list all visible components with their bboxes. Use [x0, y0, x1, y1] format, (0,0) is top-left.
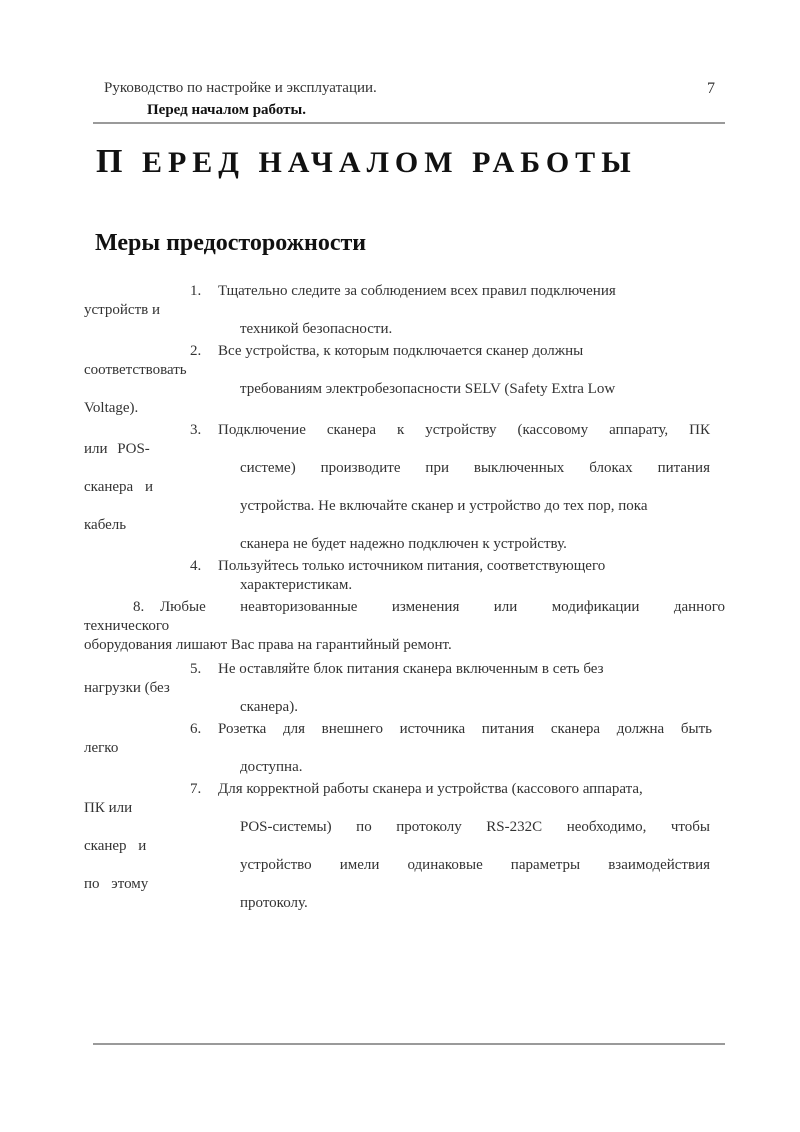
list-item-number: 4. — [190, 558, 202, 574]
overlap-word: или — [493, 599, 518, 615]
overlap-item-line: оборудования лишают Вас права на гарантийный ремонт. — [84, 637, 452, 653]
list-item-line: сканера не будет надежно подключен к устройству. — [240, 536, 567, 552]
section-title: Меры предосторожности — [95, 230, 367, 256]
list-item-wrap: сканера и — [84, 479, 153, 495]
list-item-line: устройства. Не включайте сканер и устройство до тех пор, пока — [240, 498, 648, 514]
list-item-line: сканера). — [240, 699, 298, 715]
list-item-wrap: по этому — [84, 876, 149, 892]
list-item-wrap: соответствовать — [84, 362, 187, 378]
chapter-title — [96, 143, 637, 181]
chapter-title-initial: П — [96, 143, 129, 180]
overlap-word: изменения — [391, 599, 460, 615]
list-item-wrap: нагрузки (без — [84, 680, 170, 696]
list-item-line: характеристикам. — [240, 577, 353, 593]
list-item-line: устройство имели одинаковые параметры взаимодействия — [240, 857, 710, 873]
header-divider — [93, 122, 725, 124]
list-item-line: Подключение сканера к устройству (кассовому аппарату, ПК — [218, 422, 710, 438]
list-item-line: требованиям электробезопасности SELV (Safety Extra Low — [240, 381, 616, 397]
overlap-item-wrap: технического — [84, 618, 170, 634]
list-item-wrap: ПК или — [84, 800, 133, 816]
list-item-wrap: кабель — [84, 517, 127, 533]
page-number: 7 — [707, 80, 715, 97]
list-item-line: Тщательно следите за соблюдением всех правил подключения — [218, 283, 616, 299]
list-item-number: 6. — [190, 721, 202, 737]
running-header-title: Руководство по настройке и эксплуатации. — [104, 80, 377, 96]
list-item-line: доступна. — [240, 759, 303, 775]
overlap-item-number: 8. — [133, 599, 145, 615]
list-item-wrap: устройств и — [84, 302, 160, 318]
overlap-word: неавторизованные — [240, 599, 358, 615]
list-item-line: системе) производите при выключенных блоках питания — [240, 460, 710, 476]
list-item-wrap: легко — [84, 740, 119, 756]
footer-divider — [93, 1043, 725, 1045]
list-item-line: POS-системы) по протоколу RS-232C необходимо, чтобы — [240, 819, 710, 835]
list-item-number: 7. — [190, 781, 202, 797]
running-header-subtitle: Перед началом работы. — [147, 102, 306, 118]
overlap-word: Любые — [160, 599, 206, 615]
list-item-wrap: Voltage). — [84, 400, 139, 416]
list-item-line: протоколу. — [240, 895, 308, 911]
chapter-title-rest: ЕРЕД НАЧАЛОМ РАБОТЫ — [141, 146, 637, 179]
overlap-word: данного — [673, 599, 725, 615]
list-item-line: Розетка для внешнего источника питания сканера должна быть — [218, 721, 712, 737]
list-item-number: 3. — [190, 422, 202, 438]
list-item-number: 5. — [190, 661, 202, 677]
list-item-line: Для корректной работы сканера и устройства (кассового аппарата, — [218, 781, 643, 797]
list-item-number: 1. — [190, 283, 202, 299]
overlap-word: модификации — [551, 599, 640, 615]
list-item-wrap: или POS- — [84, 441, 150, 457]
list-item-line: Все устройства, к которым подключается сканер должны — [218, 343, 584, 359]
list-item-wrap: сканер и — [84, 838, 147, 854]
overlap-item-line — [160, 599, 725, 616]
list-item-line: Пользуйтесь только источником питания, соответствующего — [218, 558, 606, 574]
list-item-line: Не оставляйте блок питания сканера включенным в сеть без — [218, 661, 604, 677]
list-item-line: техникой безопасности. — [240, 321, 393, 337]
list-item-number: 2. — [190, 343, 202, 359]
